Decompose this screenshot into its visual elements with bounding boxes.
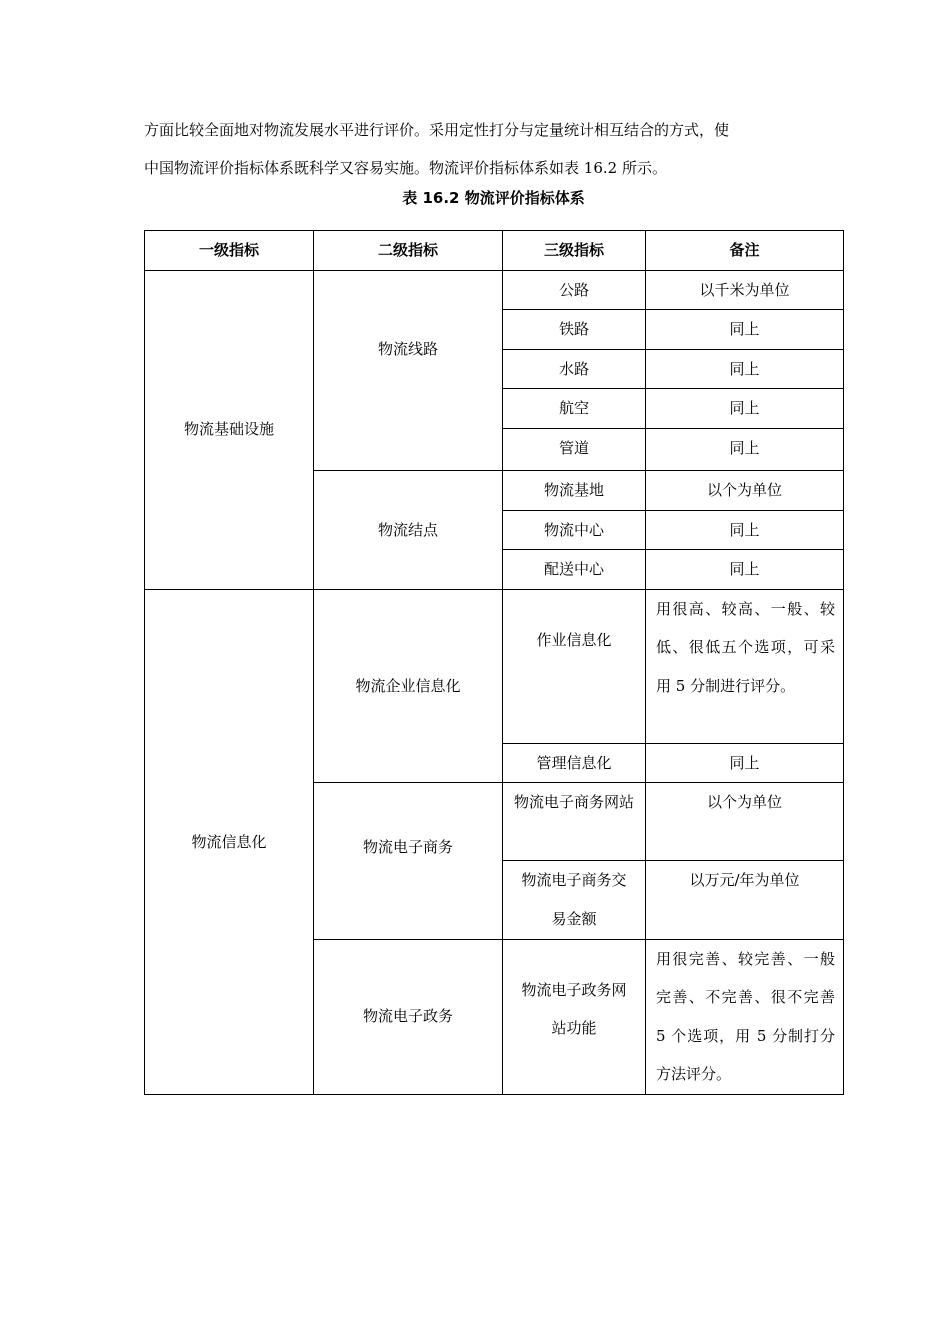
level1-cell: 物流基础设施 bbox=[145, 270, 314, 589]
note-cell: 用很完善、较完善、一般完善、不完善、很不完善 5 个选项，用 5 分制打分方法评分。 bbox=[646, 939, 844, 1094]
table-header-row bbox=[145, 231, 844, 271]
intro-paragraph bbox=[144, 111, 844, 187]
note-cell: 同上 bbox=[646, 550, 844, 590]
header-level3: 三级指标 bbox=[503, 231, 646, 271]
note-cell: 同上 bbox=[646, 743, 844, 783]
level3-cell: 公路 bbox=[503, 270, 646, 310]
note-cell: 同上 bbox=[646, 389, 844, 429]
level3-cell: 铁路 bbox=[503, 310, 646, 350]
note-cell: 同上 bbox=[646, 310, 844, 350]
level3-cell: 物流电子商务交易金额 bbox=[503, 861, 646, 939]
indicator-table bbox=[144, 230, 844, 1095]
note-cell: 同上 bbox=[646, 428, 844, 470]
note-cell: 用很高、较高、一般、较低、很低五个选项，可采用 5 分制进行评分。 bbox=[646, 589, 844, 743]
header-level1: 一级指标 bbox=[145, 231, 314, 271]
level3-cell: 水路 bbox=[503, 349, 646, 389]
level3-cell: 航空 bbox=[503, 389, 646, 429]
table-row bbox=[145, 270, 844, 310]
note-cell: 以个为单位 bbox=[646, 783, 844, 861]
paragraph-line-1: 方面比较全面地对物流发展水平进行评价。采用定性打分与定量统计相互结合的方式，使 bbox=[144, 121, 730, 139]
note-cell: 同上 bbox=[646, 510, 844, 550]
level3-cell: 物流中心 bbox=[503, 510, 646, 550]
level3-cell: 物流电子商务网站 bbox=[503, 783, 646, 861]
paragraph-line-2: 中国物流评价指标体系既科学又容易实施。物流评价指标体系如表 16.2 所示。 bbox=[144, 159, 667, 177]
note-cell: 以千米为单位 bbox=[646, 270, 844, 310]
note-cell: 以万元/年为单位 bbox=[646, 861, 844, 939]
header-note: 备注 bbox=[646, 231, 844, 271]
level3-cell: 配送中心 bbox=[503, 550, 646, 590]
level2-cell: 物流结点 bbox=[314, 470, 503, 589]
level1-cell: 物流信息化 bbox=[145, 589, 314, 1094]
level3-cell: 物流基地 bbox=[503, 470, 646, 510]
header-level2: 二级指标 bbox=[314, 231, 503, 271]
table-row bbox=[145, 589, 844, 743]
note-cell: 以个为单位 bbox=[646, 470, 844, 510]
level2-cell: 物流线路 bbox=[314, 270, 503, 470]
level2-cell: 物流电子商务 bbox=[314, 783, 503, 939]
level3-cell: 作业信息化 bbox=[503, 589, 646, 743]
note-cell: 同上 bbox=[646, 349, 844, 389]
level3-cell: 物流电子政务网站功能 bbox=[503, 939, 646, 1094]
level3-cell: 管道 bbox=[503, 428, 646, 470]
table-caption: 表 16.2 物流评价指标体系 bbox=[402, 189, 585, 207]
level3-cell: 管理信息化 bbox=[503, 743, 646, 783]
level2-cell: 物流电子政务 bbox=[314, 939, 503, 1094]
level2-cell: 物流企业信息化 bbox=[314, 589, 503, 783]
